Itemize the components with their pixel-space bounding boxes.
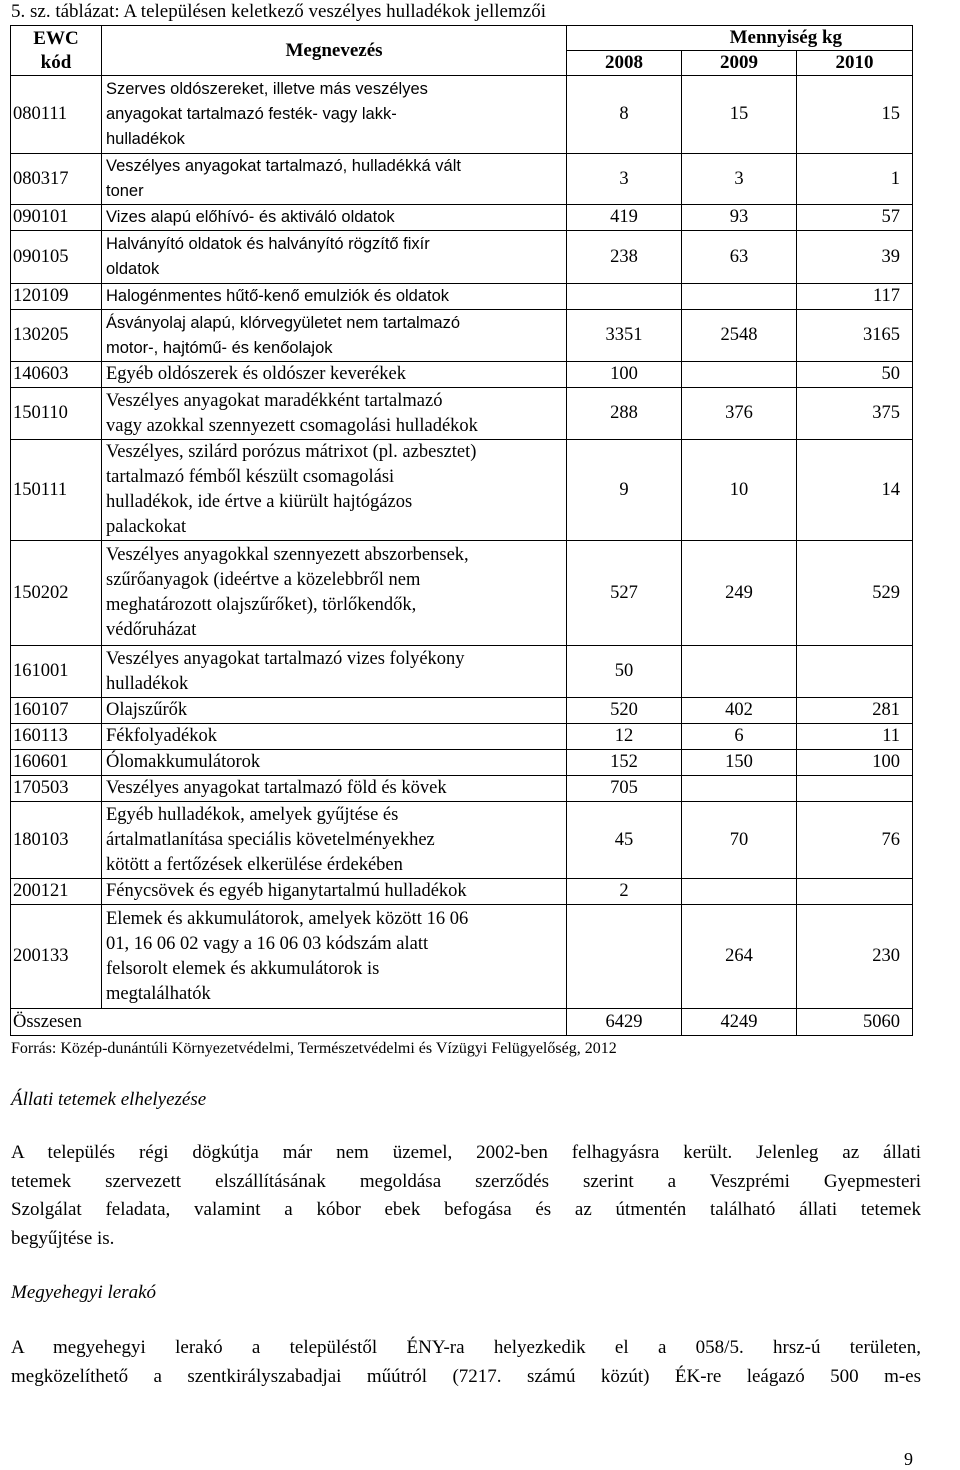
section-heading-carcass: Állati tetemek elhelyezése	[11, 1089, 207, 1110]
waste-name-cell	[102, 698, 567, 724]
quantity-2010-cell: 39	[797, 231, 913, 284]
quantity-2010-cell	[797, 776, 913, 802]
waste-name-line: kötött a fertőzések elkerülése érdekében	[106, 854, 403, 875]
table-row	[11, 879, 913, 905]
waste-name-line: hulladékok	[106, 673, 189, 694]
waste-name-cell	[102, 802, 567, 879]
ewc-code-cell: 140603	[11, 362, 102, 388]
total-label: Összesen	[11, 1009, 567, 1036]
waste-name-line: szűrőanyagok (ideértve a közelebbről nem	[106, 570, 421, 590]
waste-name-line: ártalmatlanítása speciális követelményekhez	[106, 829, 435, 850]
table-caption: 5. sz. táblázat: A településen keletkező veszélyes hulladékok jellemzői	[11, 1, 546, 22]
quantity-2008-cell: 152	[567, 750, 682, 776]
section-heading-landfill: Megyehegyi lerakó	[11, 1282, 157, 1303]
quantity-2008-cell	[567, 905, 682, 1009]
table-row	[11, 362, 913, 388]
table-row	[11, 388, 913, 440]
waste-name-line: Olajszűrők	[106, 700, 188, 720]
header-year-2009: 2009	[682, 51, 797, 76]
ewc-code-cell: 160601	[11, 750, 102, 776]
ewc-code-cell: 150202	[11, 541, 102, 646]
header-year-2010: 2010	[797, 51, 913, 76]
quantity-2008-cell: 419	[567, 205, 682, 231]
ewc-code-cell: 120109	[11, 284, 102, 310]
waste-name-cell	[102, 750, 567, 776]
waste-name-cell	[102, 362, 567, 388]
waste-name-line: meghatározott olajszűrőket), törlőkendők,	[106, 595, 417, 615]
waste-name-cell	[102, 646, 567, 698]
paragraph-line: A település régi dögkútja már nem üzemel, 2002-ben felhagyásra került. Jelenleg az állati	[11, 1142, 921, 1163]
waste-name-line: Veszélyes anyagokat maradékként tartalmazó	[106, 390, 443, 411]
ewc-code-cell: 180103	[11, 802, 102, 879]
total-row	[11, 1009, 913, 1036]
paragraph-line: megközelíthető a szentkirályszabadjai műútról (7217. számú közút) ÉK-re leágazó 500 m-es	[11, 1365, 921, 1387]
quantity-2008-cell: 50	[567, 646, 682, 698]
quantity-2008-cell: 100	[567, 362, 682, 388]
quantity-2010-cell: 281	[797, 698, 913, 724]
waste-name-line: oldatok	[106, 260, 160, 278]
waste-name-line: hulladékok	[106, 130, 185, 148]
table-body	[11, 76, 913, 1009]
section-paragraph-carcass	[11, 1139, 921, 1253]
quantity-2009-cell	[682, 646, 797, 698]
waste-name-cell	[102, 440, 567, 541]
quantity-2010-cell: 1	[797, 154, 913, 205]
waste-name-line: Halványító oldatok és halványító rögzítő fixír	[106, 235, 430, 253]
waste-name-line: Ásványolaj alapú, klórvegyületet nem tartalmazó	[106, 313, 461, 332]
waste-name-cell	[102, 905, 567, 1009]
quantity-2009-cell	[682, 362, 797, 388]
quantity-2009-cell: 93	[682, 205, 797, 231]
quantity-2008-cell: 2	[567, 879, 682, 905]
header-ewc-line1: EWC	[33, 27, 79, 49]
waste-name-line: Egyéb hulladékok, amelyek gyűjtése és	[106, 804, 399, 825]
ewc-code-cell: 090101	[11, 205, 102, 231]
table-row	[11, 776, 913, 802]
waste-name-line: felsorolt elemek és akkumulátorok is	[106, 958, 380, 979]
waste-name-line: Ólomakkumulátorok	[106, 752, 261, 772]
table-row	[11, 205, 913, 231]
waste-name-line: Egyéb oldószerek és oldószer keverékek	[106, 364, 406, 384]
table-row	[11, 310, 913, 362]
waste-name-line: Veszélyes anyagokat tartalmazó vizes folyékony	[106, 648, 465, 669]
waste-name-cell	[102, 154, 567, 205]
waste-name-cell	[102, 205, 567, 231]
ewc-code-cell: 090105	[11, 231, 102, 284]
waste-name-line: 01, 16 06 02 vagy a 16 06 03 kódszám alatt	[106, 933, 429, 954]
quantity-2010-cell: 11	[797, 724, 913, 750]
quantity-2009-cell: 376	[682, 388, 797, 440]
quantity-2008-cell: 705	[567, 776, 682, 802]
quantity-2010-cell: 57	[797, 205, 913, 231]
ewc-code-cell: 080111	[11, 76, 102, 154]
total-2009: 4249	[682, 1009, 797, 1036]
quantity-2009-cell: 2548	[682, 310, 797, 362]
section-paragraph-landfill	[11, 1334, 921, 1391]
quantity-2008-cell	[567, 284, 682, 310]
waste-name-line: palackokat	[106, 517, 187, 537]
quantity-2010-cell	[797, 879, 913, 905]
quantity-2009-cell: 3	[682, 154, 797, 205]
quantity-2009-cell: 150	[682, 750, 797, 776]
ewc-code-cell: 150110	[11, 388, 102, 440]
waste-name-cell	[102, 231, 567, 284]
table-row	[11, 802, 913, 879]
quantity-2009-cell	[682, 879, 797, 905]
table-row	[11, 905, 913, 1009]
header-ewc-line2: kód	[40, 51, 72, 73]
quantity-2008-cell: 8	[567, 76, 682, 154]
table-row	[11, 698, 913, 724]
waste-name-line: vagy azokkal szennyezett csomagolási hulladékok	[106, 415, 478, 436]
waste-name-line: Vizes alapú előhívó- és aktiváló oldatok	[106, 208, 395, 226]
ewc-code-cell: 170503	[11, 776, 102, 802]
quantity-2010-cell: 15	[797, 76, 913, 154]
paragraph-line: tetemek szervezett elszállításának megoldása szerződés szerint a Veszprémi Gyepmesteri	[11, 1170, 921, 1192]
table-row	[11, 284, 913, 310]
waste-name-line: Veszélyes anyagokat tartalmazó, hulladékká vált	[106, 157, 461, 175]
waste-name-line: Fékfolyadékok	[106, 726, 217, 746]
quantity-2009-cell: 249	[682, 541, 797, 646]
waste-name-cell	[102, 388, 567, 440]
waste-name-line: Fénycsövek és egyéb higanytartalmú hulladékok	[106, 881, 467, 901]
ewc-code-cell: 160107	[11, 698, 102, 724]
ewc-code-cell: 200121	[11, 879, 102, 905]
quantity-2008-cell: 527	[567, 541, 682, 646]
quantity-2008-cell: 288	[567, 388, 682, 440]
quantity-2010-cell: 14	[797, 440, 913, 541]
waste-name-line: Veszélyes anyagokat tartalmazó föld és kövek	[106, 778, 447, 798]
quantity-2010-cell: 117	[797, 284, 913, 310]
quantity-2009-cell: 6	[682, 724, 797, 750]
header-year-2008: 2008	[567, 51, 682, 76]
table-row	[11, 154, 913, 205]
quantity-2010-cell	[797, 646, 913, 698]
quantity-2008-cell: 9	[567, 440, 682, 541]
quantity-2010-cell: 375	[797, 388, 913, 440]
header-quantity: Mennyiség kg	[567, 26, 913, 51]
waste-name-cell	[102, 76, 567, 154]
waste-name-cell	[102, 724, 567, 750]
header-ewc-code	[11, 26, 102, 76]
quantity-2009-cell: 15	[682, 76, 797, 154]
table-row	[11, 724, 913, 750]
paragraph-line: Szolgálat feladata, valamint a kóbor ebek befogása és az útmentén található állati tetemek	[11, 1199, 921, 1220]
page-number: 9	[904, 1449, 913, 1469]
quantity-2008-cell: 3	[567, 154, 682, 205]
table-row	[11, 646, 913, 698]
quantity-2010-cell: 529	[797, 541, 913, 646]
waste-name-line: motor-, hajtómű- és kenőolajok	[106, 338, 333, 357]
total-2008: 6429	[567, 1009, 682, 1036]
table-row	[11, 76, 913, 154]
waste-name-cell	[102, 776, 567, 802]
ewc-code-cell: 161001	[11, 646, 102, 698]
waste-name-line: hulladékok, ide értve a kiürült hajtógázos	[106, 492, 413, 512]
total-2010: 5060	[797, 1009, 913, 1036]
waste-name-cell	[102, 879, 567, 905]
paragraph-line: begyűjtése is.	[11, 1227, 115, 1249]
quantity-2009-cell: 402	[682, 698, 797, 724]
waste-name-line: Elemek és akkumulátorok, amelyek között 16 06	[106, 908, 469, 929]
quantity-2010-cell: 3165	[797, 310, 913, 362]
waste-name-line: védőruházat	[106, 620, 197, 640]
waste-name-line: Veszélyes anyagokkal szennyezett abszorbensek,	[106, 545, 469, 565]
waste-table	[10, 25, 913, 1036]
quantity-2010-cell: 100	[797, 750, 913, 776]
quantity-2010-cell: 50	[797, 362, 913, 388]
quantity-2008-cell: 45	[567, 802, 682, 879]
table-row	[11, 541, 913, 646]
quantity-2009-cell: 10	[682, 440, 797, 541]
waste-name-line: toner	[106, 182, 144, 200]
waste-name-line: tartalmazó fémből készült csomagolási	[106, 467, 395, 487]
ewc-code-cell: 080317	[11, 154, 102, 205]
table-row	[11, 231, 913, 284]
waste-name-line: Veszélyes, szilárd porózus mátrixot (pl. azbesztet)	[106, 442, 477, 462]
quantity-2008-cell: 238	[567, 231, 682, 284]
waste-name-line: megtalálhatók	[106, 983, 211, 1004]
quantity-2008-cell: 12	[567, 724, 682, 750]
waste-name-cell	[102, 284, 567, 310]
table-row	[11, 750, 913, 776]
ewc-code-cell: 150111	[11, 440, 102, 541]
waste-name-line: anyagokat tartalmazó festék- vagy lakk-	[106, 105, 397, 123]
table-row	[11, 440, 913, 541]
quantity-2010-cell: 76	[797, 802, 913, 879]
quantity-2009-cell	[682, 284, 797, 310]
quantity-2008-cell: 3351	[567, 310, 682, 362]
ewc-code-cell: 200133	[11, 905, 102, 1009]
quantity-2009-cell: 264	[682, 905, 797, 1009]
waste-name-line: Halogénmentes hűtő-kenő emulziók és oldatok	[106, 287, 450, 305]
ewc-code-cell: 160113	[11, 724, 102, 750]
waste-name-cell	[102, 310, 567, 362]
quantity-2010-cell: 230	[797, 905, 913, 1009]
quantity-2009-cell: 70	[682, 802, 797, 879]
ewc-code-cell: 130205	[11, 310, 102, 362]
quantity-2009-cell	[682, 776, 797, 802]
source-note: Forrás: Közép-dunántúli Környezetvédelmi, Természetvédelmi és Vízügyi Felügyelőség, 2012	[11, 1040, 617, 1057]
paragraph-line: A megyehegyi lerakó a településtől ÉNY-ra helyezkedik el a 058/5. hrsz-ú területen,	[11, 1337, 921, 1358]
header-name: Megnevezés	[102, 26, 567, 76]
quantity-2009-cell: 63	[682, 231, 797, 284]
waste-name-line: Szerves oldószereket, illetve más veszélyes	[106, 80, 428, 98]
waste-name-cell	[102, 541, 567, 646]
quantity-2008-cell: 520	[567, 698, 682, 724]
